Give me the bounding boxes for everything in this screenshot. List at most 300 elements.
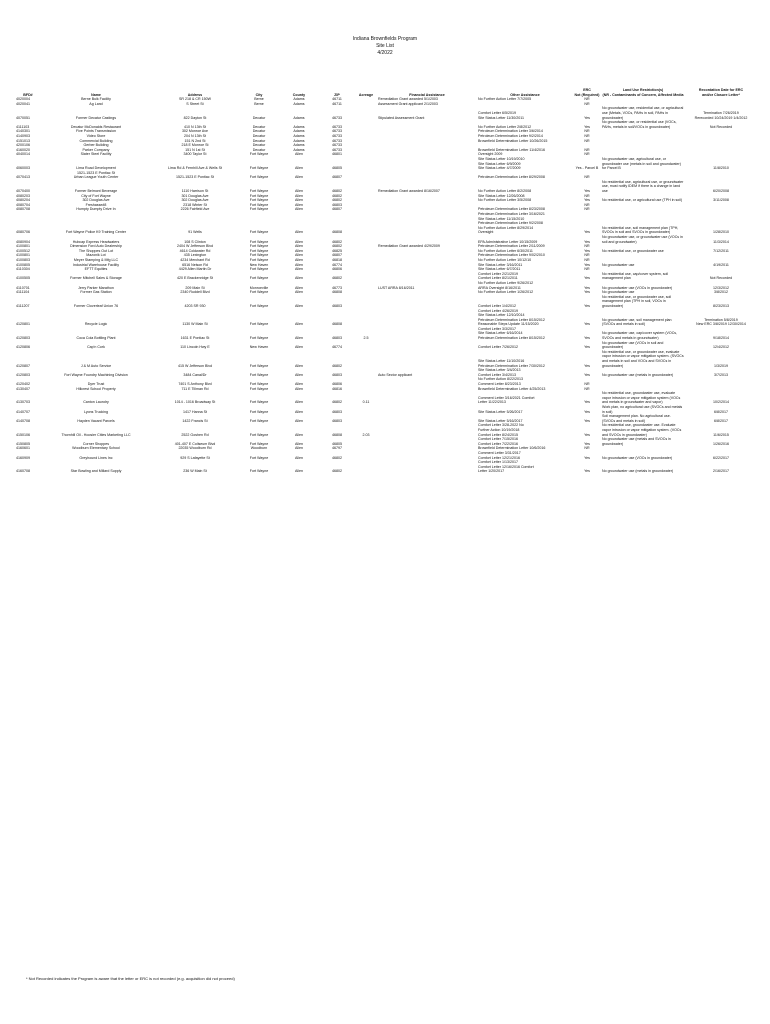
cell-land-use: No groundwater use (metals in groundwater) [602,469,674,474]
cell-name: Hubcap Express Headwaters [72,239,120,244]
cell-recordation: 3/8/2012 [714,290,728,295]
cell-erc: NR [584,147,590,152]
cell-bfd: 4080706 [16,230,30,235]
cell-recordation: 8/23/2013 [713,303,729,308]
cell-name: Dyer Trust [87,382,105,386]
cell-erc: Yes [584,115,590,120]
cell-zip: 46802 [332,244,342,249]
cell-county: Adams [293,133,305,138]
cell-county: Allen [295,276,303,281]
table-row [15,460,757,474]
cell-financial: Stipulated Assessment Grant [378,115,425,120]
cell-bfd: 4070051 [16,115,30,120]
cell-name: Cap'n Cork [87,345,105,350]
cell-county: Adams [293,147,305,152]
cell-county: Allen [295,409,303,414]
cell-land-use: No groundwater use [602,262,635,267]
cell-other: No Further Action Letter 10/12/10 [478,257,532,262]
cell-name: Mazonik Lot [86,253,106,258]
cell-name: Video Store [86,133,106,138]
cell-recordation [685,171,757,180]
cell-county: Allen [295,455,303,460]
cell-county: Allen [295,193,303,198]
cell-acreage: 2.5 [363,336,369,341]
cell-address: 1417 Hanna St [183,409,207,414]
cell-other: Petroleum Determination Letter 8/23/2008 [478,207,545,212]
cell-city: Fort Wayne [249,386,269,391]
cell-other: No Further Action Letter 9/26/2012 ARRA Oversight 8/16/2011 [478,280,534,290]
cell-erc: Yes [584,262,590,267]
cell-address: 929 S Lafayette St [180,455,210,460]
table-row [15,106,757,120]
cell-address: 711 E Tillman Rd [181,386,209,391]
cell-other: Petroleum Determination Letter 3/6/2014 [478,129,543,134]
cell-recordation: 2/16/2017 [713,469,729,474]
cell-erc: NR [584,133,590,138]
cell-erc: NR [584,382,590,386]
cell-acreage: 2.03 [362,432,370,437]
cell-county: Allen [295,372,303,377]
cell-financial [377,405,477,414]
cell-name: Meyer Stamping & Mfg LLC [73,257,119,262]
cell-address: 1014 - 1016 Broadway St [174,400,216,405]
cell-address: S Street St [186,101,204,106]
cell-recordation: 11/8/2010 [713,166,729,171]
cell-address: 4203 SR 930 [184,303,206,308]
cell-county: Allen [295,382,303,386]
cell-name: Former Belmont Beverage [74,189,118,194]
document-title [0,36,770,57]
cell-zip: 46802 [332,198,342,203]
cell-financial [377,423,477,437]
cell-city: Fort Wayne [249,322,269,327]
cell-name: 1521-1523 E Pontiac St Urban League Youth Center [73,170,119,180]
cell-erc: Yes [584,303,590,308]
cell-name: Former Mitchell Sales & Storage [70,276,122,281]
cell-land-use: No residential use, soil management plan (TPH, SVOCs in soil and SVOCs in groundwater) [602,225,679,235]
cell-name: Humpty Dumpty Drive In [76,207,116,212]
cell-financial [377,341,477,350]
cell-address: 204 N 13th St [184,133,206,138]
cell-acreage [355,272,377,281]
cell-other: Comfort Letter 6/5/2019 Site Status Letter 11/30/2011 [478,110,525,120]
cell-city: Fort Wayne [249,248,269,253]
cell-address: 301 Douglas Ave [181,193,209,198]
cell-erc: Yes [584,239,590,244]
cell-zip: 46774 [332,262,342,267]
cell-county: Allen [295,198,303,203]
cell-land-use: No groundwater use, or groundwater use (VOCs in soil and groundwater) [602,235,683,244]
col-county: County [292,92,306,97]
cell-bfd: 4100801 [16,253,30,258]
cell-bfd: 4100805 [16,262,30,267]
cell-bfd: 4020041 [16,101,30,106]
cell-zip: 46733 [332,143,342,148]
cell-recordation: 4/19/2011 [713,262,729,267]
cell-county: Allen [295,253,303,258]
cell-bfd: 4080708 [16,207,30,212]
cell-city: Fort Wayne [249,382,269,386]
cell-bfd: 4120803 [16,336,30,341]
table-row [15,212,757,235]
cell-zip: 46733 [332,138,342,143]
table-row [15,327,757,341]
cell-bfd: 4080704 [16,202,30,207]
cell-other: Comment Letter 3/31/2017 Comfort Letter 12/21/2016 [478,450,521,460]
cell-bfd: 4110304 [16,267,30,272]
cell-city: Fort Wayne [249,202,269,207]
cell-other: Site Status Letter 12/26/2008 [478,193,525,198]
cell-recordation: 6/22/2017 [713,455,729,460]
table-row [15,414,757,423]
table-row [15,171,757,180]
cell-acreage [355,106,377,120]
cell-other: Petroleum Determination Letter 3/16/2021 Site Status Letter 11/15/2010 Petroleum Determination Letter 9/2/2008 No Further Action Letter 8/29/2014 Oversight [478,212,545,235]
cell-county: Adams [293,124,305,129]
cell-land-use: No residential use, groundwater use, evaluate vapor intrusion or vapor mitigation system (VOCs and metals in groundwater and vapor) [602,391,681,405]
cell-erc: NR [584,244,590,249]
cell-land-use: Soil management plan. No agricultural use. (SVOCs and metals in soil) [602,414,671,423]
cell-address: 420 E Brackenridge St [177,276,213,281]
cell-county: Allen [295,400,303,405]
cell-address: 151 N 1st St [185,147,205,152]
cell-land-use: No residential use, cap/cover system, soil management plan [602,271,669,281]
cell-city: Fort Wayne [249,441,269,446]
table-row [15,423,757,437]
cell-address: 3484 Canal/Dr [183,372,207,377]
col-zip: ZIP [334,92,340,97]
cell-city: Berne [254,97,264,102]
cell-other: Site Status Letter 10/19/2010 Site Status Letter 6/9/2009 Site Status Letter 4/7/2009 [478,156,525,171]
table-row [15,368,757,377]
cell-bfd: 4140708 [16,418,30,423]
cell-land-use [601,377,685,386]
cell-county: Allen [295,202,303,207]
cell-erc: Yes [584,363,590,368]
cell-other: Brownfield Determination Letter 4/25/2013 [478,386,546,391]
cell-erc: Yes [584,322,590,327]
cell-city: Fort Wayne [249,207,269,212]
cell-recordation: 12/3/2012 [713,285,729,290]
cell-financial: Auto Sector applicant [378,372,413,377]
cell-erc: NR [584,202,590,207]
cell-address: 22035 Woodburn Rd [178,446,212,451]
cell-recordation: 9/18/2014 [713,336,729,341]
cell-erc: NR [584,267,590,272]
table-row [15,235,757,244]
cell-recordation: Not Recorded [709,276,733,281]
cell-zip: 46802 [332,193,342,198]
col-erc: ERC Not (Required) [574,88,600,97]
cell-address: 2340 Ruddell Blvd [180,290,210,295]
cell-city: Fort Wayne [249,469,269,474]
cell-name: Dimension Ford Auto Dealership [70,244,122,249]
cell-zip: 46803 [332,409,342,414]
cell-address: 6516 Nelson Rd [182,262,208,267]
cell-acreage [355,171,377,180]
cell-land-use: No groundwater use (metals in groundwater) [602,372,674,377]
cell-zip: 46808 [332,432,342,437]
cell-acreage [355,405,377,414]
cell-zip: 46733 [332,129,342,134]
cell-erc: NR [584,175,590,180]
cell-city: Fort Wayne [249,363,269,368]
cell-address: 2522 Goshen Rd [181,432,209,437]
col-other: Other Assistance [510,92,540,97]
cell-name: Freshasse#8 [85,202,107,207]
cell-acreage [355,350,377,368]
cell-bfd: 4120807 [16,363,30,368]
cell-erc: Yes - Parcel B [575,166,599,171]
cell-other: Comfort Letter 2/21/2019 Comfort Letter 8/21/2011 [478,271,518,281]
cell-county: Allen [295,336,303,341]
cell-name: Berne Bulk Facility [81,97,111,102]
cell-other: No Further Action Letter 1/26/2012 [478,290,534,295]
cell-zip: 46818 [332,257,342,262]
cell-county: Allen [295,290,303,295]
cell-bfd: 4160020 [16,147,30,152]
cell-address: 4234 Merchant Rd [180,257,210,262]
cell-bfd: 4140903 [16,133,30,138]
cell-financial: Remediation Grant awarded 8/16/2007 [378,189,440,194]
cell-zip: 46711 [332,101,342,106]
cell-other: Oversight 2009 [478,152,503,157]
cell-city: Fort Wayne [249,303,269,308]
cell-bfd: 4020004 [16,97,30,102]
cell-financial [377,272,477,281]
cell-county: Allen [295,239,303,244]
table-row [15,295,757,309]
cell-land-use: No groundwater use, cap/cover system (VOCs, SVOCs and metals in groundwater) [602,331,678,341]
cell-recordation: 11/3/2014 [713,239,729,244]
cell-other: Comfort Letter 3/3/2017 Site Status Letter 6/16/2014 Petroleum Determination Letter 8/15/2012 [478,326,545,341]
cell-name: J & M Auto Service [80,363,112,368]
cell-zip: 46807 [332,207,342,212]
cell-bfd: 4070400 [16,189,30,194]
cell-zip: 46802 [332,276,342,281]
cell-erc: NR [584,152,590,157]
table-row [15,272,757,281]
cell-acreage [355,414,377,423]
cell-financial: Remediation Grant awarded 4/29/2009 [378,244,440,249]
cell-address: 4429 Allen Martin Dr [178,267,212,272]
footnote: * Not Recorded indicates the Program is aware that the letter or ERC is not recorded (e.g. acquisition did not proceed) [26,976,235,981]
cell-financial [377,235,477,244]
cell-zip: 46808 [332,322,342,327]
cell-address: 2226 Fairfield Ave [180,207,210,212]
cell-erc: Yes [584,248,590,253]
col-address: Address [187,92,203,97]
cell-financial [377,120,477,129]
cell-erc: NR [584,129,590,134]
cell-erc: NR [584,446,590,451]
cell-city: Decatur [252,138,266,143]
cell-acreage [355,295,377,309]
cell-address: 91 Wells [188,230,202,235]
cell-name: Thornhill Oil - Hoosier Cities Marketing LLC [61,432,131,437]
table-row [15,157,757,171]
cell-financial [377,437,477,446]
cell-county: Adams [293,129,305,134]
cell-erc: NR [584,207,590,212]
cell-county: Allen [295,257,303,262]
cell-county: Allen [295,189,303,194]
cell-city: Fort Wayne [249,409,269,414]
cell-other: Petroleum Determination Letter 9/2/2014 [478,133,543,138]
cell-county: Allen [295,230,303,235]
cell-zip: 46803 [332,372,342,377]
cell-county: Allen [295,446,303,451]
cell-zip: 46805 [332,441,342,446]
cell-county: Allen [295,207,303,212]
cell-acreage [355,368,377,377]
cell-zip: 46808 [332,290,342,295]
cell-zip: 46806 [332,382,342,386]
cell-address: 822 Dayton St [183,115,207,120]
cell-city: Fort Wayne [249,230,269,235]
cell-bfd: 4151013 [16,138,30,143]
cell-erc: NR [584,101,590,106]
cell-county: Allen [295,166,303,171]
cell-financial [377,157,477,171]
cell-erc: Yes [584,469,590,474]
cell-address: 4614 Coldwater Rd [179,248,211,253]
cell-city: Fort Wayne [249,455,269,460]
cell-zip: 46803 [332,418,342,423]
cell-zip: 46733 [332,115,342,120]
cell-land-use: No groundwater use (VOCs in groundwater) [602,285,673,290]
cell-county: Allen [295,322,303,327]
cell-city: Fort Wayne [249,193,269,198]
cell-land-use: No groundwater use, soil management plan (SVOCs and metals in soil) [602,317,672,327]
cell-name: Star Bowling and Millard Supply [70,469,122,474]
cell-county: Adams [293,97,305,102]
cell-acreage [355,235,377,244]
cell-acreage [355,309,377,327]
cell-bfd: 4080904 [16,239,30,244]
table-header-row [15,88,757,97]
cell-city: Fort Wayne [249,432,269,437]
cell-land-use: No groundwater use, or residential use (VOCs, PAHs, metals in soil/VOCs in groundwater) [602,120,677,129]
cell-zip: 46797 [332,446,342,451]
cell-name: Ag Land [89,101,103,106]
cell-name: The Shoppes Out Lot [78,248,114,253]
cell-recordation: 3/11/2008 [713,198,729,203]
cell-erc: Yes [584,230,590,235]
cell-erc: Yes [584,198,590,203]
cell-zip: 46816 [332,386,342,391]
cell-city: Fort Wayne [249,290,269,295]
cell-county: Allen [295,262,303,267]
cell-erc: Yes [584,372,590,377]
cell-bfd: 4060003 [16,166,30,171]
cell-other: Brownfield Determination Letter 10/6/2016 [478,446,546,451]
cell-acreage: 0.11 [362,400,370,405]
cell-recordation: 1/3/2019 [714,363,728,368]
cell-erc: Yes [584,189,590,194]
cell-erc: Yes [584,400,590,405]
cell-financial [377,460,477,474]
cell-name: City of Fort Wayne [81,193,111,198]
table-row [15,350,757,368]
table-row [15,281,757,290]
cell-city: Fort Wayne [249,152,269,157]
cell-erc: Yes [584,409,590,414]
cell-address: 218 E Monroe St [181,143,209,148]
cell-other: Comfort Letter 7/26/2012 [478,345,518,350]
cell-erc: NR [584,193,590,198]
cell-zip: 46808 [332,230,342,235]
cell-recordation: 6/8/2017 [714,418,728,423]
cell-land-use: No groundwater use, agricultural use, or groundwater use (metals in soil and groundwater) for Parcel B [602,156,681,171]
cell-name: Lima Road Development [76,166,116,171]
cell-other: Site Status Letter 5/16/2017 [478,418,523,423]
col-acreage: Acreage [358,92,374,97]
cell-bfd: 4120801 [16,322,30,327]
cell-financial [377,295,477,309]
cell-county: Allen [295,432,303,437]
cell-city: Fort Wayne [249,253,269,258]
cell-county: Allen [295,285,303,290]
cell-zip: 46802 [332,400,342,405]
cell-other: Comfort Letter 3/28-2022 No Further Action 10/19/2018 Comfort Letter 8/24/2015 [478,423,524,437]
cell-financial [377,309,477,327]
cell-financial: LUST ARRA 8/16/2011 [378,285,415,290]
cell-county: Allen [295,303,303,308]
cell-bfd: 4080204 [16,198,30,203]
cell-erc: Yes [584,285,590,290]
cell-city: Fort Wayne [249,336,269,341]
cell-other: Comment Letter 3/16/2021 Comfort Letter 11/22/2013 [478,395,535,405]
cell-acreage [355,377,377,386]
cell-city: Fort Wayne [249,189,269,194]
cell-name: Greyhound Lines Inc [79,455,113,460]
cell-erc: NR [584,253,590,258]
cell-bfd: 4111104 [16,290,30,295]
cell-financial: Assessment Grant applicant 2/1/2003 [378,101,438,106]
table-row [15,120,757,129]
cell-county: Allen [295,152,303,157]
cell-address: 302 Douglas Ave [181,198,209,203]
cell-bfd: 4160601 [16,446,30,451]
cell-city: New Haven [249,262,269,267]
cell-financial [377,377,477,386]
cell-city: Berne [254,101,264,106]
cell-zip: 46803 [332,202,342,207]
cell-land-use: No residential use, agricultural use, or groundwater use, must notify IDEM if there is a change in land use [602,179,684,194]
cell-name: Coca Cola Bottling Plant [76,336,116,341]
title-line-3: 4/2022 [377,50,393,56]
cell-county: Allen [295,441,303,446]
cell-bfd: 4140301 [16,129,30,134]
cell-zip: 46825 [332,248,342,253]
cell-land-use: No groundwater use, residential use, or agricultural use (Metals, VOCs, PAHs in soil, PAHs in groundwater) [602,106,684,120]
cell-financial [377,451,477,460]
cell-zip: 46773 [332,285,342,290]
cell-other: No Further Action Letter 7/7/2005 [478,97,532,102]
cell-zip: 46807 [332,253,342,258]
cell-county: Allen [295,267,303,272]
cell-address: 3400 Taylor St [183,152,207,157]
cell-bfd: 4160708 [16,469,30,474]
title-line-2: Site List [376,43,394,49]
cell-zip: 46805 [332,166,342,171]
cell-county: Allen [295,469,303,474]
cell-city: Woodburn [250,446,268,451]
cell-acreage [355,120,377,129]
cell-name: Recycle Logic [84,322,108,327]
cell-erc: NR [584,138,590,143]
